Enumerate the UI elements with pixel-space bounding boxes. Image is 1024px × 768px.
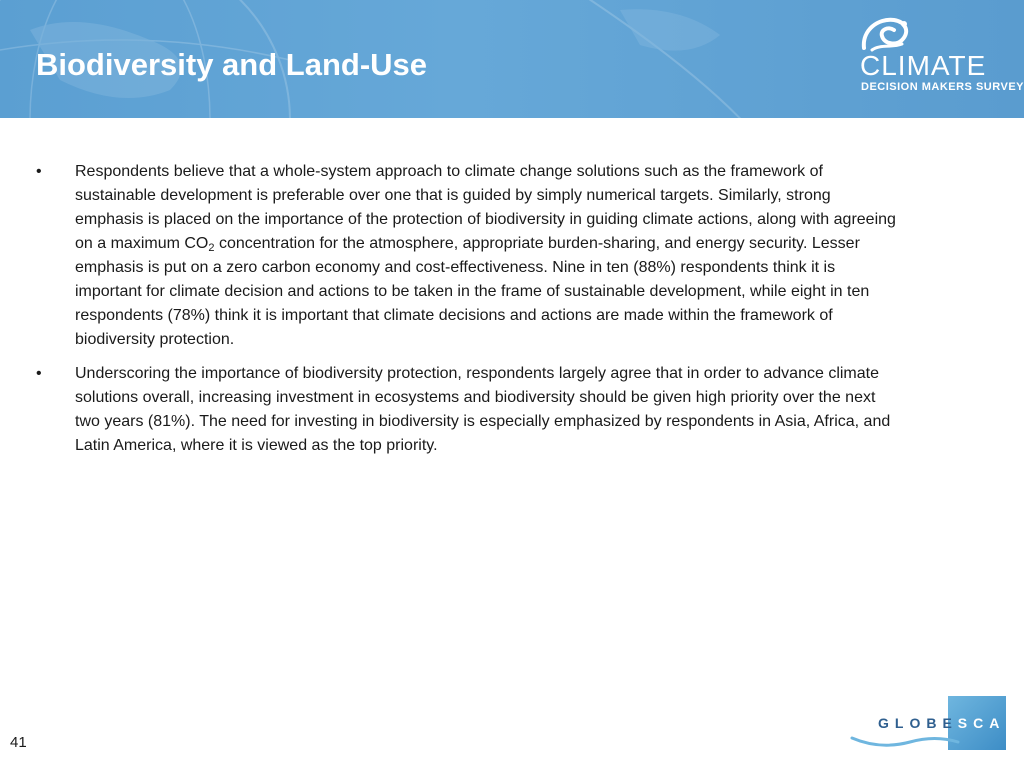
swirl-icon xyxy=(858,14,914,54)
header-banner xyxy=(0,0,1024,118)
bullet-item xyxy=(36,362,896,458)
bullet-text: Underscoring the importance of biodiversity protection, respondents largely agree that in order to advance climate solutions overall, increasing investment in ecosystems and biodiversity should be given high priority over the next two years (81%). The need for investing in biodiversity is especially emphasized by respondents in Asia, Africa, and Latin America, where it is viewed as the top priority. xyxy=(75,365,891,454)
logo-wordmark: CLIMATE xyxy=(860,50,987,81)
globescan-wordmark xyxy=(878,715,1021,731)
climate-survey-logo xyxy=(856,14,1024,106)
co2-subscript: 2 xyxy=(208,242,215,254)
page-title: Biodiversity and Land-Use xyxy=(36,47,428,82)
bullet-marker: • xyxy=(36,365,42,382)
bullet-list xyxy=(36,160,896,468)
globescan-part-scan: SCAN xyxy=(957,715,1022,731)
globescan-logo xyxy=(850,696,1022,752)
bullet-text-part: Respondents believe that a whole-system approach to climate change solutions such as the framework of sustainable development is preferable over one that is guided by simply numerical targets. Similarly, strong emphasis is placed on the importance of the protection of biodiversity in guiding climate actions, along with agreeing on a maximum CO xyxy=(75,163,896,252)
bullet-item xyxy=(36,160,896,352)
logo-subtitle: DECISION MAKERS SURVEY xyxy=(861,81,1024,93)
bullet-marker: • xyxy=(36,163,42,180)
globescan-part-globe: GLOBE xyxy=(878,715,958,731)
page-number: 41 xyxy=(10,734,27,751)
bullet-text-part: concentration for the atmosphere, appropriate burden-sharing, and energy security. Lesser emphasis is put on a zero carbon economy and cost-effectiveness. Nine in ten (88%) respondents think it is important for climate decision and actions to be taken in the frame of sustainable development, while eight in ten respondents (78%) think it is important that climate decisions and actions are made within the framework of biodiversity protection. xyxy=(75,235,870,348)
